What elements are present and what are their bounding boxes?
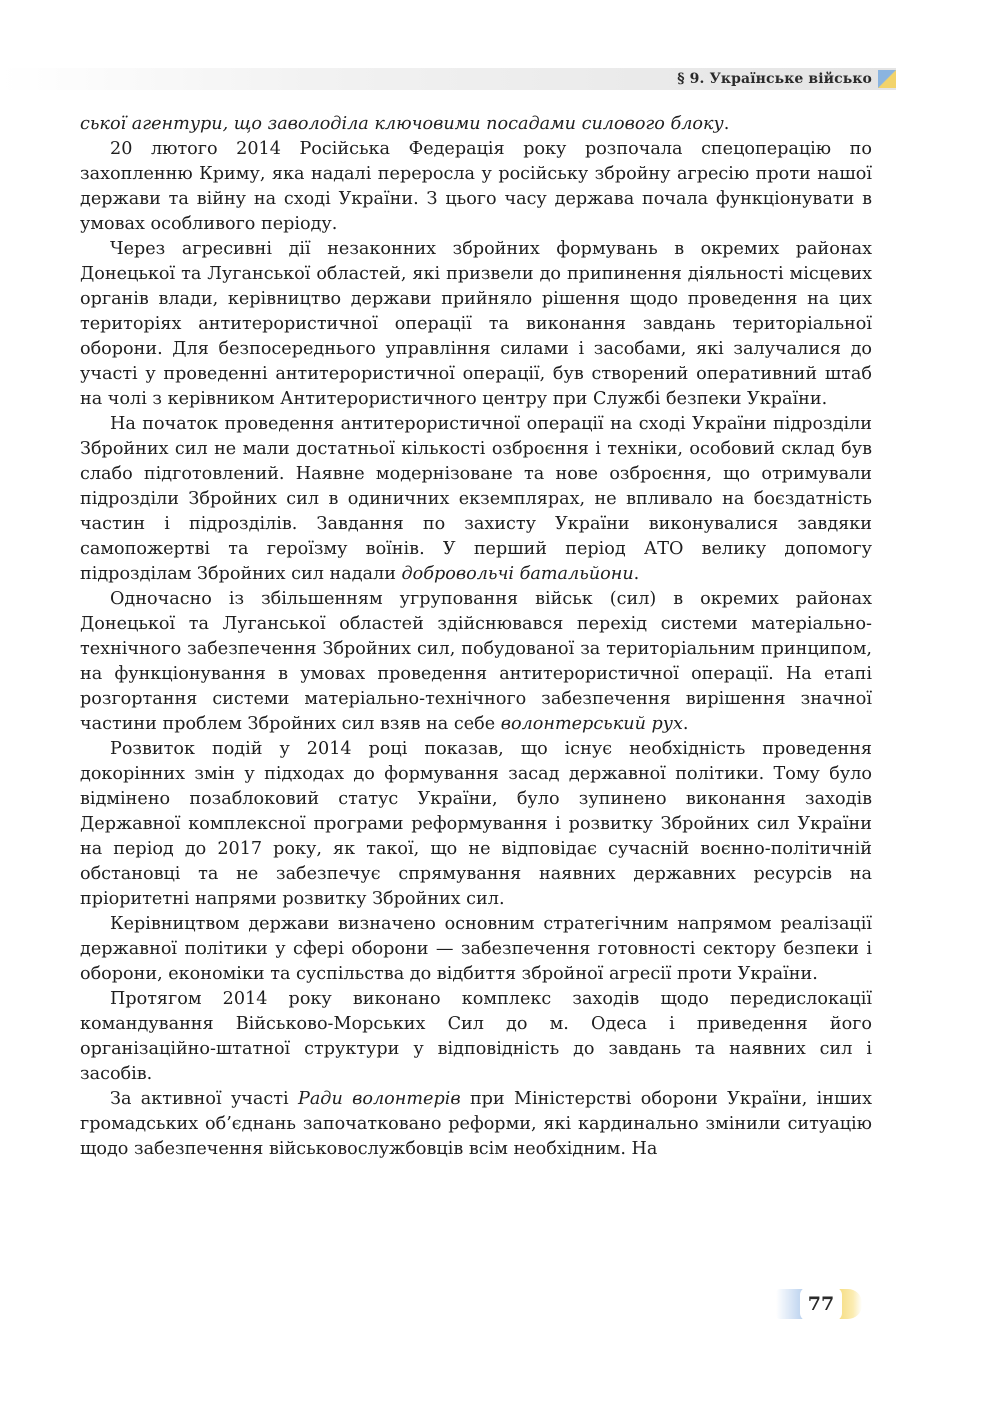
text-run: при Міністерстві оборони України, інших громадських об’єднань започатковано реформи, які кардинально змінили ситуацію щодо забезпечення військовослужбовців всім необхідним. На bbox=[80, 1089, 872, 1159]
text-run: Одночасно із збільшенням угруповання військ (сил) в окремих районах Донецької та Луганської областей здійснювався перехід системи матеріально-технічного забезпечення Збройних сил, побудованої за територіальним принципом, на функціонування в умовах проведення антитерористичної операції. На етапі розгортання системи матеріально-технічного забезпечення вирішення значної частини проблем Збройних сил взяв на себе bbox=[80, 589, 872, 734]
text-run: 20 лютого 2014 Російська Федерація року розпочала спецоперацію по захопленню Криму, яка надалі переросла у російську збройну агресію проти нашої держави та війну на сході України. З цього часу держава почала функціонувати в умовах особливого періоду. bbox=[80, 139, 872, 234]
text-run: За активної участі bbox=[110, 1089, 298, 1109]
paragraph bbox=[80, 912, 872, 987]
text-run: Протягом 2014 року виконано комплекс заходів щодо передислокації командування Військово-Морських Сил до м. Одеса і приведення його організаційно-штатної структури у відповідність до завдань та наявних сил і засобів. bbox=[80, 989, 872, 1084]
text-run: . bbox=[682, 714, 689, 734]
text-run: Розвиток подій у 2014 році показав, що існує необхідність проведення докорінних змін у підходах до формування засад державної політики. Тому було відмінено позаблоковий статус України, було зупинено виконання заходів Державної комплексної програми реформування і розвитку Збройних сил України на період до 2017 року, як такої, що не відповідає сучасній воєнно-політичній обстановці та не забезпечує спрямування наявних державних ресурсів на пріоритетні напрями розвитку Збройних сил. bbox=[80, 739, 872, 909]
text-run: . bbox=[723, 114, 730, 134]
emphasis-text: волонтерський рух bbox=[500, 714, 683, 734]
page-number-badge bbox=[776, 1287, 864, 1321]
body-text bbox=[80, 112, 872, 1162]
emphasis-text: Ради волонтерів bbox=[297, 1089, 461, 1109]
paragraph bbox=[80, 237, 872, 412]
text-run: На початок проведення антитерористичної операції на сході України підрозділи Збройних сил не мали достатньої кількості озброєння і техніки, особовий склад був слабо підготовлений. Наявне модернізоване та нове озброєння, що отримували підрозділи Збройних сил в одиничних екземплярах, не впливало на боєздатність частин і підрозділів. Завдання по захисту України виконувалися завдяки самопожертві та героїзму воїнів. У перший період АТО велику допомогу підрозділам Збройних сил надали bbox=[80, 414, 872, 584]
paragraph bbox=[80, 1087, 872, 1162]
page-number: 77 bbox=[800, 1287, 842, 1321]
text-run: . bbox=[633, 564, 640, 584]
paragraph bbox=[80, 412, 872, 587]
paragraph bbox=[80, 112, 872, 137]
emphasis-text: ської агентури, що заволоділа ключовими посадами силового блоку bbox=[80, 114, 724, 134]
paragraph bbox=[80, 137, 872, 237]
text-run: Керівництвом держави визначено основним стратегічним напрямом реалізації державної політики у сфері оборони — забезпечення готовності сектору безпеки і оборони, економіки та суспільства до відбиття збройної агресії проти України. bbox=[80, 914, 872, 984]
section-title: § 9. Українське військо bbox=[677, 71, 872, 87]
paragraph bbox=[80, 987, 872, 1087]
header-corner-mark bbox=[878, 70, 896, 88]
paragraph bbox=[80, 587, 872, 737]
text-run: Через агресивні дії незаконних збройних формувань в окремих районах Донецької та Луганської областей, які призвели до припинення діяльності місцевих органів влади, керівництво держави прийняло рішення щодо проведення на цих територіях антитерористичної операції та виконання завдань територіальної оборони. Для безпосереднього управління силами і засобами, які залучалися до участі у проведенні антитерористичної операції, був створений оперативний штаб на чолі з керівником Антитерористичного центру при Службі безпеки України. bbox=[80, 239, 872, 409]
emphasis-text: добровольчі батальйони bbox=[401, 564, 634, 584]
paragraph bbox=[80, 737, 872, 912]
